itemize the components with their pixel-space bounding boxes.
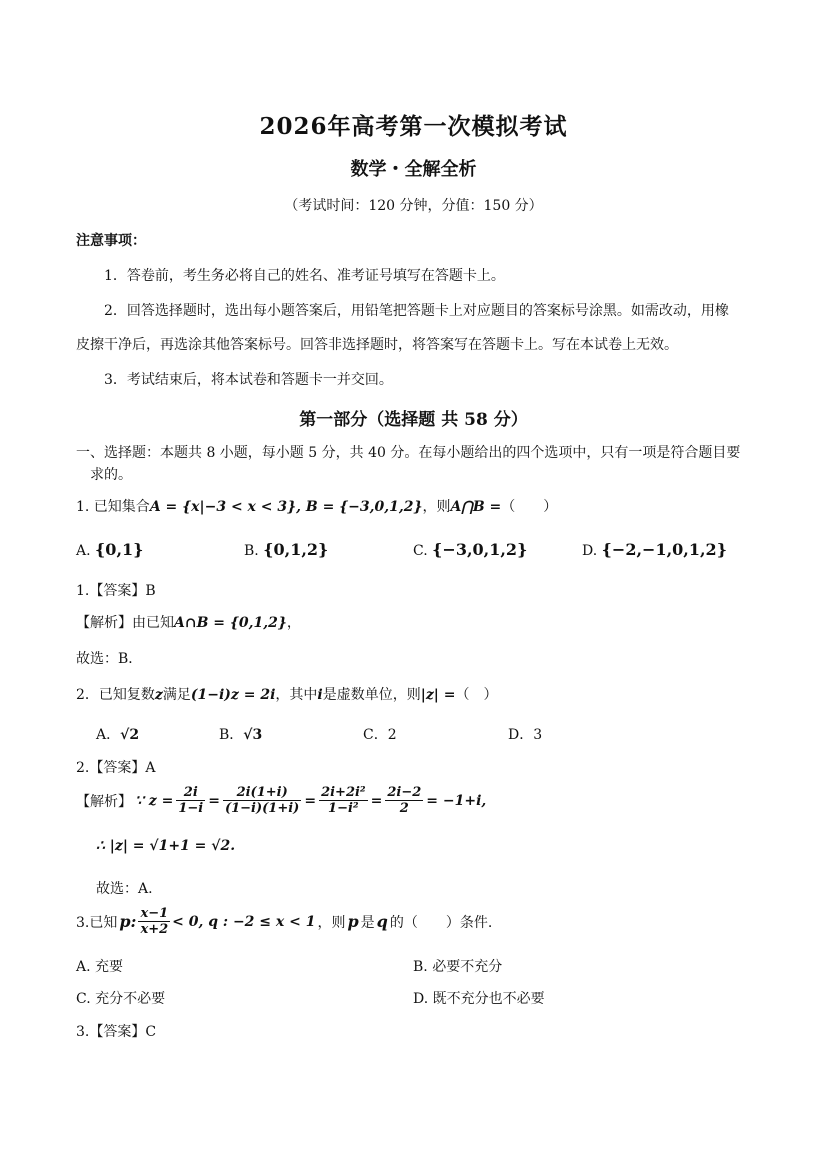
q2-option-d: D．3 <box>508 727 543 743</box>
q1-option-a: A. {0,1} <box>76 540 144 559</box>
notice-item-1: 1．答卷前，考生务必将自己的姓名、准考证号填写在答题卡上。 <box>104 268 505 284</box>
q2-choice: 故选：A. <box>96 881 153 897</box>
q3-answer: 3.【答案】C <box>76 1024 157 1040</box>
question-2-stem: 2．已知复数z满足(1−i)z = 2i，其中i是虚数单位，则|z| =（ ） <box>76 687 498 703</box>
q3-option-c: C. 充分不必要 <box>76 991 166 1007</box>
q2-option-b: B．√3 <box>219 727 263 743</box>
q1-sets: A = {x|−3 < x < 3}, B = {−3,0,1,2} <box>149 499 423 515</box>
notice-item-2-line2: 皮擦干净后，再选涂其他答案标号。回答非选择题时，将答案写在答题卡上。写在本试卷上无效。 <box>76 337 678 353</box>
exam-info: （考试时间：120 分钟，分值：150 分） <box>284 198 543 214</box>
page-subtitle: 数学・全解全析 <box>350 159 477 180</box>
q2-option-c: C．2 <box>363 727 397 743</box>
q3-fraction: $\frac{x-1}{x+2}$ <box>140 906 169 937</box>
q2-option-a: A．√2 <box>96 727 140 743</box>
notice-item-2-line1: 2．回答选择题时，选出每小题答案后，用铅笔把答题卡上对应题目的答案标号涂黑。如需改动，用橡 <box>104 303 729 319</box>
q2-fraction-1: $\frac{2i}{1-i}$ <box>178 785 204 816</box>
notice-heading: 注意事项： <box>76 233 146 249</box>
q1-option-b: B. {0,1,2} <box>244 540 329 559</box>
page-title: 2026年高考第一次模拟考试 <box>259 113 568 140</box>
section-title: 第一部分（选择题 共 58 分） <box>299 410 528 430</box>
q2-analysis: 【解析】 ∵ z = $\frac{2i}{1-i}$ = $\frac{2i(1+i)}{(1-i)(1+i)}$ = $\frac{\text{2i+2i²}}{\text{1−i²}}$ = $\frac{2i-2}{2}$ = −1+i, <box>76 785 487 816</box>
q1-analysis: 【解析】由已知A∩B = {0,1,2}， <box>76 615 301 631</box>
section-instruction-line2: 求的。 <box>90 467 132 483</box>
section-instruction-line1: 一、选择题：本题共 8 小题，每小题 5 分，共 40 分。在每小题给出的四个选项中，只有一项是符合题目要 <box>76 445 741 461</box>
notice-item-3: 3．考试结束后，将本试卷和答题卡一并交回。 <box>104 372 393 388</box>
q1-mid: ，则 <box>422 499 451 515</box>
q3-option-b: B. 必要不充分 <box>413 959 503 975</box>
q2-therefore: ∴ |z| = √1+1 = √2. <box>96 838 236 854</box>
q1-answer: 1.【答案】B <box>76 583 156 599</box>
q1-prefix: 1. 已知集合 <box>76 499 150 515</box>
q3-option-d: D. 既不充分也不必要 <box>413 991 545 1007</box>
q1-option-c: C. {−3,0,1,2} <box>413 540 528 559</box>
q2-fraction-3: $\frac{\text{2i+2i²}}{\text{1−i²}}$ <box>321 785 366 816</box>
question-3-stem: 3.已知 p: $\frac{x-1}{x+2}$ < 0, q : −2 ≤ x < 1 ，则 p 是 q 的（ ）条件. <box>76 906 493 937</box>
q1-blank: （ ） <box>501 499 558 515</box>
q2-answer: 2.【答案】A <box>76 760 156 776</box>
q1-choice: 故选：B． <box>76 651 143 667</box>
q2-fraction-2: $\frac{2i(1+i)}{(1-i)(1+i)}$ <box>224 785 300 816</box>
question-1-stem <box>76 496 557 516</box>
q2-fraction-4: $\frac{2i-2}{2}$ <box>387 785 422 816</box>
q3-option-a: A. 充要 <box>76 959 124 975</box>
q1-ask: A⋂B = <box>450 499 502 515</box>
q1-option-d: D. {−2,−1,0,1,2} <box>582 540 727 559</box>
